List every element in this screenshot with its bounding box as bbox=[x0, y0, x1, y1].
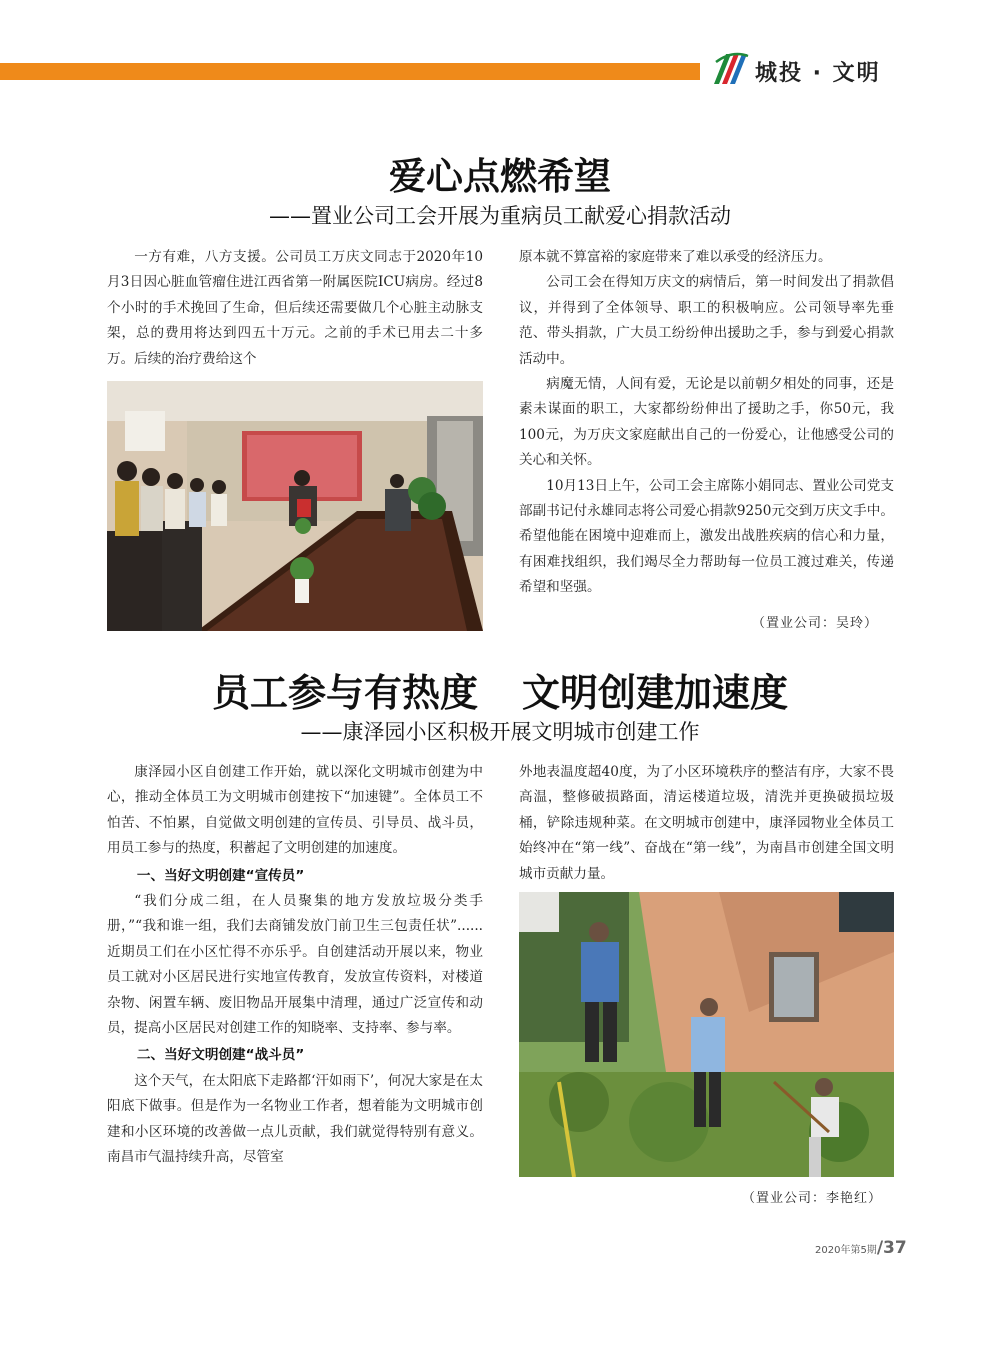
article2-heading-2: 二、当好文明创建“战斗员” bbox=[136, 1047, 305, 1064]
article2-paragraph: “我们分成二组，在人员聚集的地方发放垃圾分类手册，”“我和谁一组，我们去商铺发放门前卫生三包责任状”......近期员工们在小区忙得不亦乐乎。自创建活动开展以来，物业员工就对小区居民进行实地宣传教育，发放宣传资料，对楼道杂物、闲置车辆、废旧物品开展集中清理，通过广泛宣传和动员，提高小区居民对创建工作的知晓率、支持率、参与率。 bbox=[107, 893, 483, 1037]
brand-title: 城投 · 文明 bbox=[755, 61, 881, 86]
article2-credit: （置业公司：李艳红） bbox=[742, 1191, 883, 1206]
city-investment-logo-icon bbox=[710, 48, 750, 88]
article1-paragraph: 公司工会在得知万庆文的病情后，第一时间发出了捐款倡议，并得到了全体领导、职工的积极响应。公司领导率先垂范、带头捐款，广大员工纷纷伸出援助之手，参与到爱心捐款活动中。 bbox=[519, 274, 894, 367]
page-number bbox=[815, 1238, 907, 1258]
community-weeding-photo bbox=[519, 892, 894, 1177]
article2-title-part2: 文明创建加速度 bbox=[522, 671, 789, 715]
article2-heading-1: 一、当好文明创建“宣传员” bbox=[136, 867, 305, 884]
header-accent-bar bbox=[0, 63, 700, 80]
page-separator: / bbox=[876, 1238, 884, 1258]
article2-subtitle: ——康泽园小区积极开展文明城市创建工作 bbox=[300, 720, 700, 744]
article2-title bbox=[0, 662, 1000, 717]
article2-paragraph: 外地表温度超40度，为了小区环境秩序的整洁有序，大家不畏高温，整修破损路面，清运楼道垃圾，清洗并更换破损垃圾桶，铲除违规种菜。在文明城市创建中，康泽园物业全体员工始终冲在“第一线”、奋战在“第一线”，为南昌市创建全国文明城市贡献力量。 bbox=[519, 764, 894, 882]
article1-left-column bbox=[107, 245, 483, 372]
article1-paragraph: 一方有难，八方支援。公司员工万庆文同志于2020年10月3日因心脏血管瘤住进江西省第一附属医院ICU病房。经过8个小时的手术挽回了生命，但后续还需要做几个心脏主动脉支架，总的费用将达到四五十万元。之前的手术已用去二十多万。后续的治疗费给这个 bbox=[107, 249, 483, 367]
article2-intro: 康泽园小区自创建工作开始，就以深化文明城市创建为中心，推动全体员工为文明城市创建按下“加速键”。全体员工不怕苦、不怕累，自觉做文明创建的宣传员、引导员、战斗员，用员工参与的热度，积蓄起了文明创建的加速度。 bbox=[107, 764, 483, 857]
article1-paragraph: 10月13日上午，公司工会主席陈小娟同志、置业公司党支部副书记付永雄同志将公司爱心捐款9250元交到万庆文手中。希望他能在困境中迎难而上，激发出战胜疾病的信心和力量，有困难找组织，我们竭尽全力帮助每一位员工渡过难关，传递希望和坚强。 bbox=[519, 477, 894, 596]
article1-paragraph: 病魔无情，人间有爱，无论是以前朝夕相处的同事，还是素未谋面的职工，大家都纷纷伸出了援助之手，你50元，我100元，为万庆文家庭献出自己的一份爱心，让他感受公司的关心和关怀。 bbox=[519, 376, 894, 469]
article2-paragraph: 这个天气，在太阳底下走路都‘汗如雨下’，何况大家是在太阳底下做事。但是作为一名物业工作者，想着能为文明城市创建和小区环境的改善做一点儿贡献，我们就觉得特别有意义。南昌市气温持续升高，尽管室 bbox=[107, 1072, 483, 1166]
article1-title: 爱心点燃希望 bbox=[389, 155, 611, 198]
article1-paragraph: 原本就不算富裕的家庭带来了难以承受的经济压力。 bbox=[519, 249, 832, 265]
article1-credit: （置业公司：吴玲） bbox=[752, 616, 879, 631]
article2-left-column bbox=[107, 760, 483, 1171]
article2-title-part1: 员工参与有热度 bbox=[211, 671, 478, 715]
article2-right-column bbox=[519, 760, 894, 887]
issue-label: 2020年第5期 bbox=[815, 1245, 877, 1256]
article1-subtitle: ——置业公司工会开展为重病员工献爱心捐款活动 bbox=[269, 204, 731, 228]
page-number-value: 37 bbox=[883, 1238, 907, 1258]
article1-right-column bbox=[519, 245, 894, 601]
meeting-room-donation-photo bbox=[107, 381, 483, 631]
